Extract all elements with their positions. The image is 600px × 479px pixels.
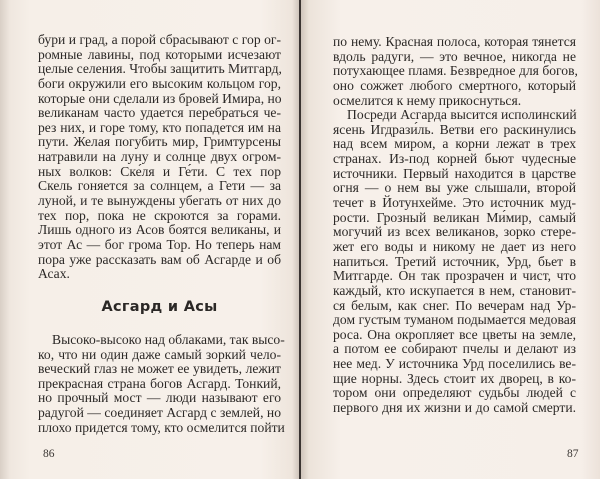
text-line: первого дня их жизни и до самой смерти. <box>333 400 576 416</box>
text-line: тором они определяют судьбы людей с <box>333 385 576 401</box>
text-line: по нему. Красная полоса, которая тянется <box>333 34 576 49</box>
text-line: ся белым, как снег. По вечерам над Ур- <box>333 297 576 313</box>
text-line: Высоко-высоко над облаками, так высо- <box>52 331 285 347</box>
text-line: Асах. <box>38 266 70 282</box>
text-line: Митгарде. Он так прозрачен и чист, что <box>333 268 576 284</box>
text-line: над всем миром, а корни лежат в трех <box>333 136 576 152</box>
text-line: течет в Йотунхейме. Это источник муд- <box>333 195 576 211</box>
left-page-text <box>38 32 285 435</box>
text-line: но прочный мост — люди называют его <box>38 390 281 406</box>
paragraph <box>333 108 576 415</box>
paragraph <box>38 331 285 435</box>
text-line: могучий из всех великанов, зорко стере- <box>333 224 576 240</box>
text-line: нее мед. У источника Урд поселились ве- <box>333 356 576 372</box>
text-line: дом густым туманом подымается медовая <box>333 312 576 328</box>
text-line: которые они сделали из бровей Имира, но <box>38 90 282 106</box>
text-line: а потом ее собирают пчелы и делают из <box>333 341 576 357</box>
text-line: Скель гоняется за солнцем, а Гети — за <box>38 178 281 194</box>
text-line: пора уже рассказать вам об Асгарде и об <box>38 251 281 267</box>
text-line: вдоль радуги, — это вечное, никогда не <box>333 48 576 64</box>
text-line: рости. Грозный великан Ми́мир, самый <box>333 209 576 225</box>
text-line: ных волков: Ске́ля и Ге́ти. С тех пор <box>38 163 281 179</box>
text-line: Лишь одного из Асов боятся великаны, и <box>38 222 281 238</box>
text-line: плохо придется тому, кто осмелится пойти <box>38 419 285 435</box>
text-line: огня — о нем вы уже слышали, второй <box>333 180 576 196</box>
page-number-left: 86 <box>43 448 55 460</box>
text-line: напиться. Третий источник, Урд, бьет в <box>333 253 576 269</box>
text-line: бури и град, а порой сбрасывают с гор ог- <box>38 32 281 47</box>
text-line: целые селения. Чтобы защитить Митгард, <box>38 61 282 77</box>
text-line: рез них, и горе тому, кто попадется им на <box>38 119 281 135</box>
text-line: веческий глаз не может ее увидеть, лежит <box>38 361 281 377</box>
right-page <box>301 0 600 479</box>
text-line: Посреди Асгарда высится исполинский <box>347 107 577 123</box>
text-line: щие норны. Здесь стоит их дворец, в ко- <box>333 370 576 386</box>
text-line: боги окружили его высоким кольцом гор, <box>38 75 281 91</box>
text-line: натравили на луну и солнце двух огром- <box>38 149 281 165</box>
text-line: потухающее пламя. Безвредное для богов, <box>333 63 578 79</box>
page-number-right: 87 <box>567 448 579 460</box>
text-line: роса. Она окропляет все цветы на земле, <box>333 326 576 342</box>
paragraph <box>38 33 281 282</box>
section-heading: Асгард и Асы <box>101 298 218 315</box>
text-line: осмелится к нему прикоснуться. <box>333 92 522 108</box>
text-line: пути. Желая погубить мир, Гримтурсены <box>38 134 281 150</box>
text-line: прекрасная страна богов Асгард. Тонкий, <box>38 375 281 391</box>
text-line: ромные лавины, под которыми исчезают <box>38 46 281 62</box>
text-line: ясень Игдрази́ль. Ветви его раскинулись <box>333 121 576 137</box>
right-page-text <box>333 35 576 416</box>
paragraph <box>333 35 576 108</box>
text-line: оно сожжет любого смертного, который <box>333 77 576 93</box>
text-line: каждый, кто искупается в нем, становит- <box>333 282 576 298</box>
text-line: великанам часто удается перебраться че- <box>38 105 281 121</box>
text-line: луной, и те вынуждены убегать от них до <box>38 193 281 209</box>
text-line: радугой — соединяет Асгард с землей, но <box>38 405 281 421</box>
text-line: источники. Первый находится в царстве <box>333 165 576 181</box>
text-line: ко, что ни один даже самый зоркий чело- <box>38 346 281 362</box>
text-line: странах. Из-под корней бьют чудесные <box>333 151 576 167</box>
text-line: жет его воды и никому не дает из него <box>333 238 576 254</box>
text-line: тех пор, пока не скроются за горами. <box>38 207 281 223</box>
text-line: этот Ас — бог грома Тор. Но теперь нам <box>38 236 281 252</box>
left-page <box>0 0 299 479</box>
